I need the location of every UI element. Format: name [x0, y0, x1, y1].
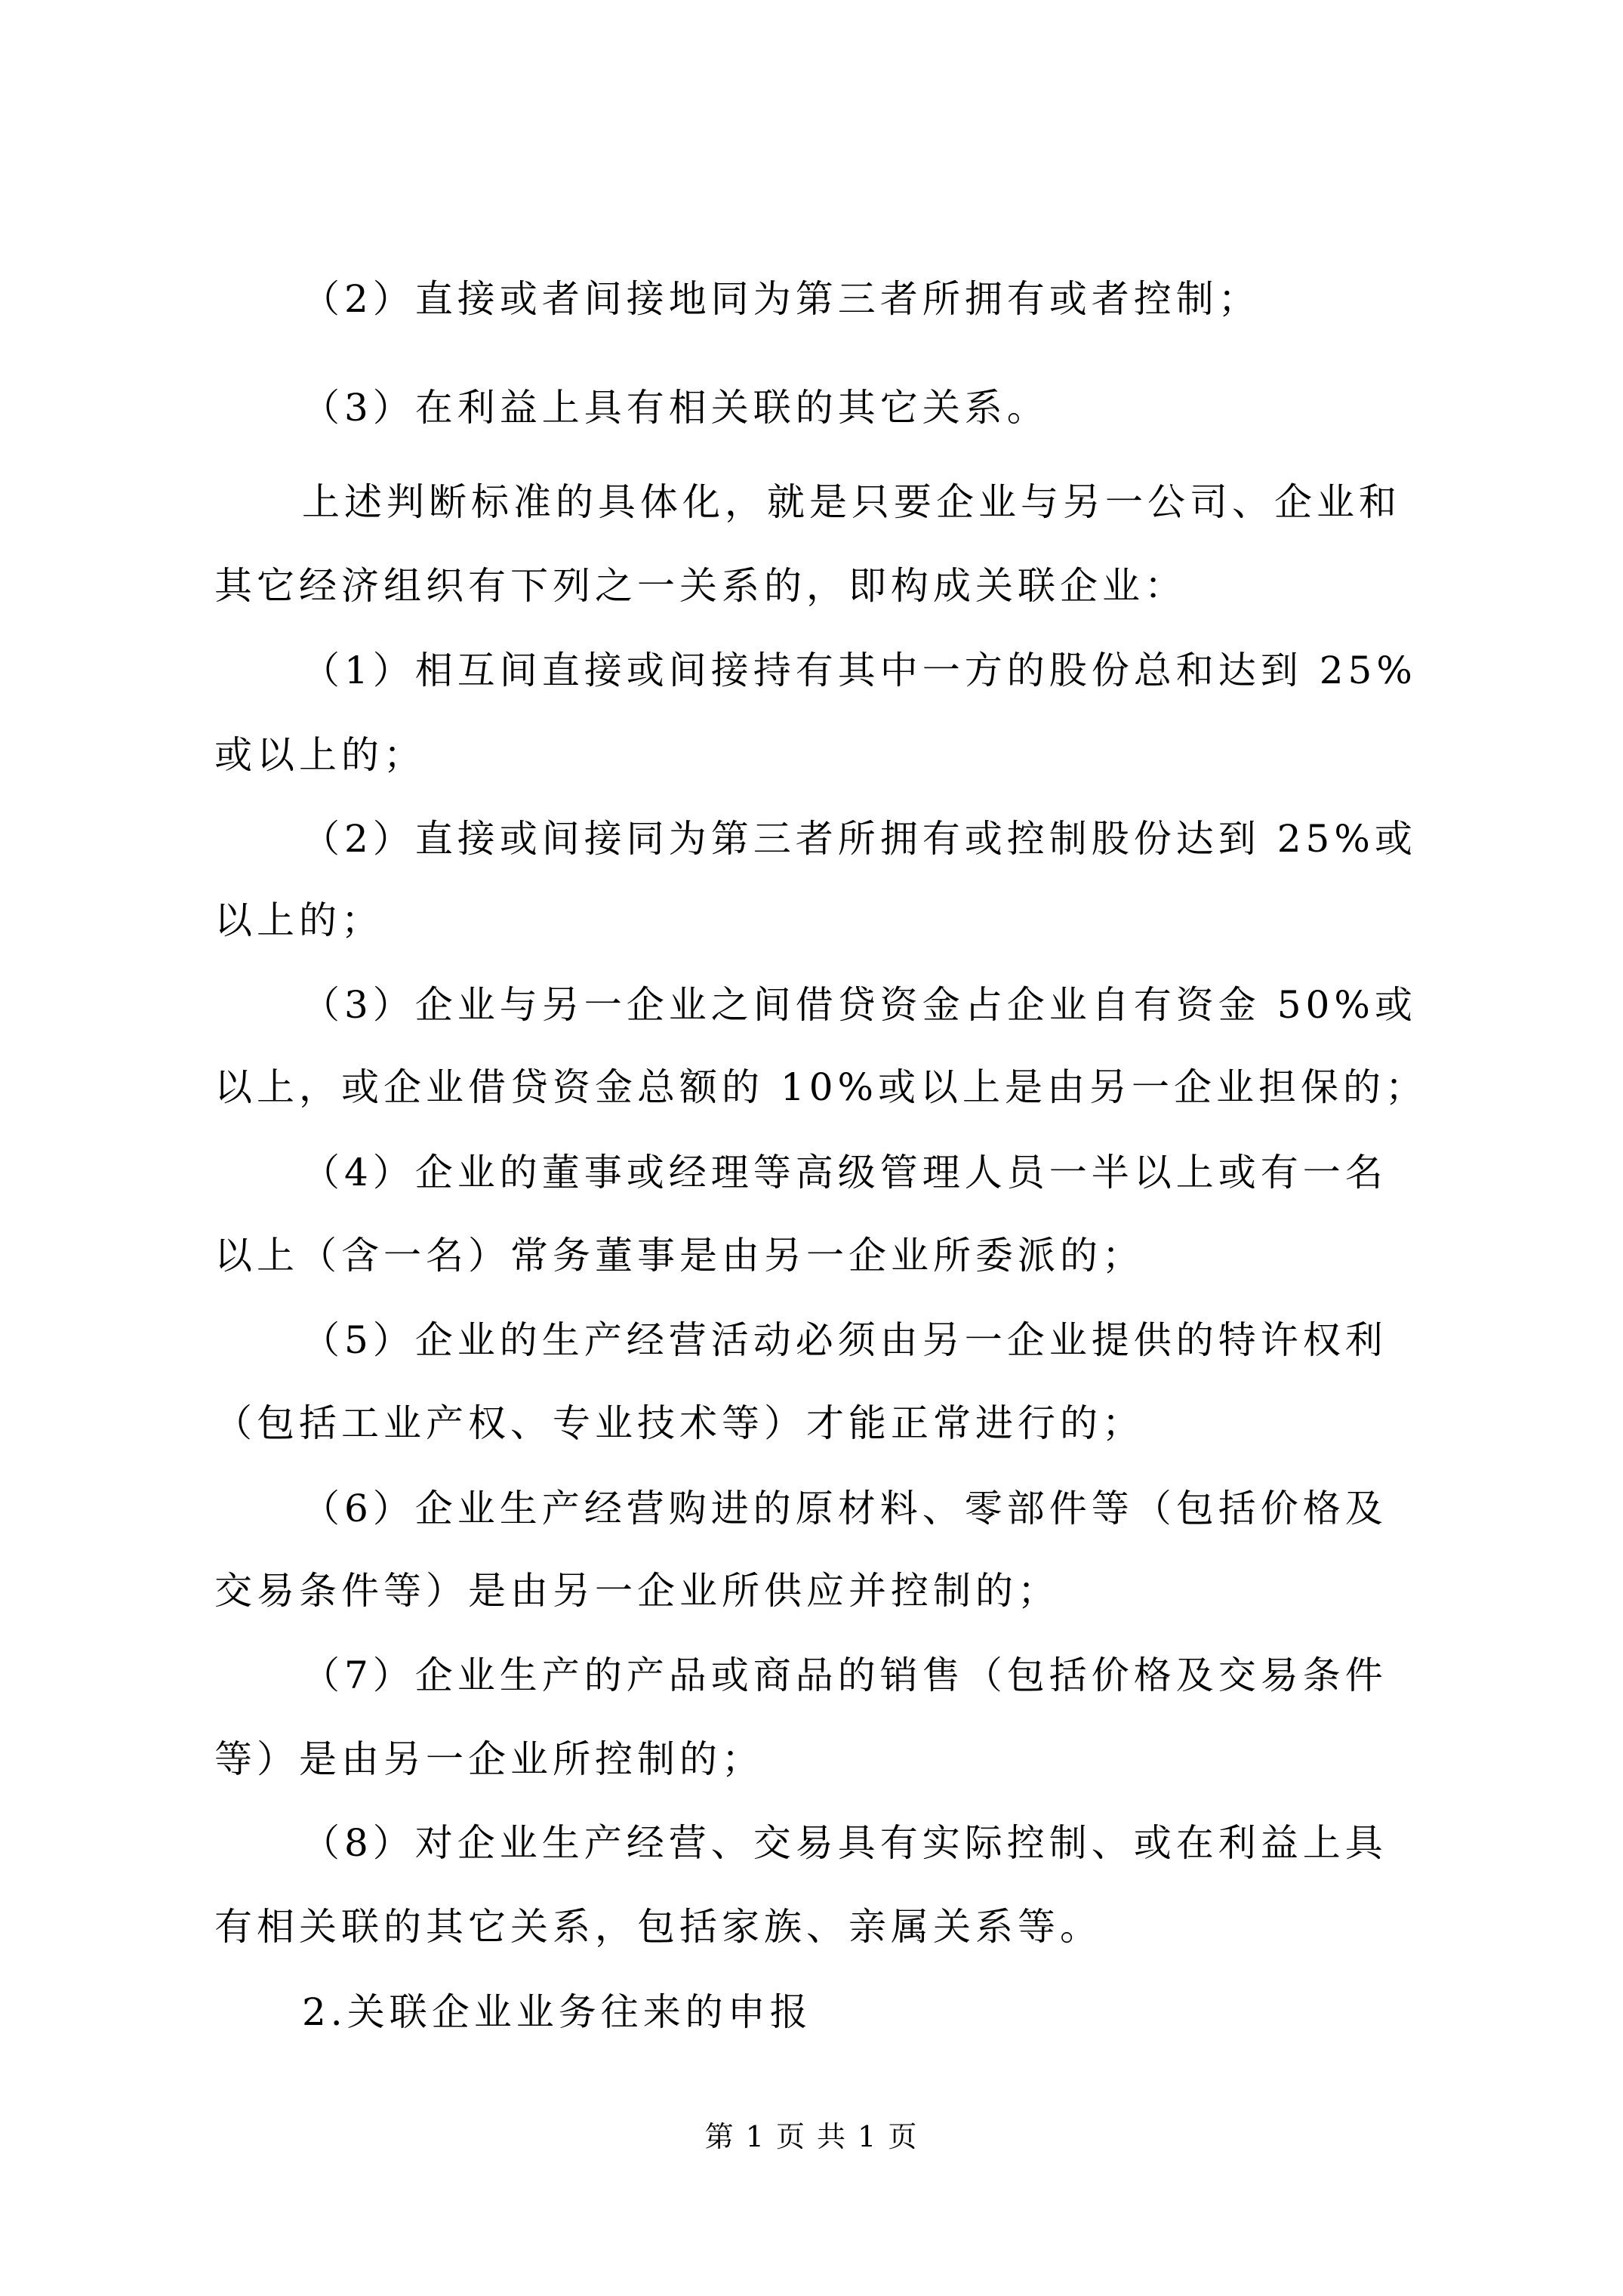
- paragraph-line: 其它经济组织有下列之一关系的，即构成关联企业：: [214, 564, 1187, 608]
- paragraph-line: （1）相互间直接或间接持有其中一方的股份总和达到 25%: [302, 649, 1417, 692]
- paragraph-line: （4）企业的董事或经理等高级管理人员一半以上或有一名: [302, 1151, 1387, 1194]
- paragraph-line: （3）企业与另一企业之间借贷资金占企业自有资金 50%或: [302, 983, 1417, 1027]
- paragraph-line: （7）企业生产的产品或商品的销售（包括价格及交易条件: [302, 1653, 1387, 1697]
- section-heading: 2.关联企业业务往来的申报: [302, 1990, 812, 2034]
- paragraph-line: 等）是由另一企业所控制的；: [214, 1737, 764, 1781]
- paragraph-line: （包括工业产权、专业技术等）才能正常进行的；: [214, 1401, 1144, 1445]
- paragraph-line: 有相关联的其它关系，包括家族、亲属关系等。: [214, 1905, 1102, 1949]
- paragraph-line: （2）直接或间接同为第三者所拥有或控制股份达到 25%或: [302, 817, 1417, 861]
- paragraph-line: 以上（含一名）常务董事是由另一企业所委派的；: [214, 1234, 1144, 1277]
- page-footer: 第 1 页 共 1 页: [704, 2120, 919, 2153]
- paragraph-line: （2）直接或者间接地同为第三者所拥有或者控制；: [302, 277, 1261, 321]
- paragraph-line: 以上，或企业借贷资金总额的 10%或以上是由另一企业担保的；: [214, 1065, 1428, 1109]
- paragraph-line: 或以上的；: [214, 733, 426, 777]
- paragraph-line: （5）企业的生产经营活动必须由另一企业提供的特许权利: [302, 1318, 1387, 1362]
- paragraph-line: 交易条件等）是由另一企业所供应并控制的；: [214, 1569, 1060, 1613]
- paragraph-line: 以上的；: [214, 898, 383, 942]
- paragraph-line: （3）在利益上具有相关联的其它关系。: [302, 386, 1049, 430]
- paragraph-line: （6）企业生产经营购进的原材料、零部件等（包括价格及: [302, 1487, 1387, 1530]
- paragraph-line: 上述判断标准的具体化，就是只要企业与另一公司、企业和: [302, 480, 1401, 524]
- paragraph-line: （8）对企业生产经营、交易具有实际控制、或在利益上具: [302, 1821, 1387, 1865]
